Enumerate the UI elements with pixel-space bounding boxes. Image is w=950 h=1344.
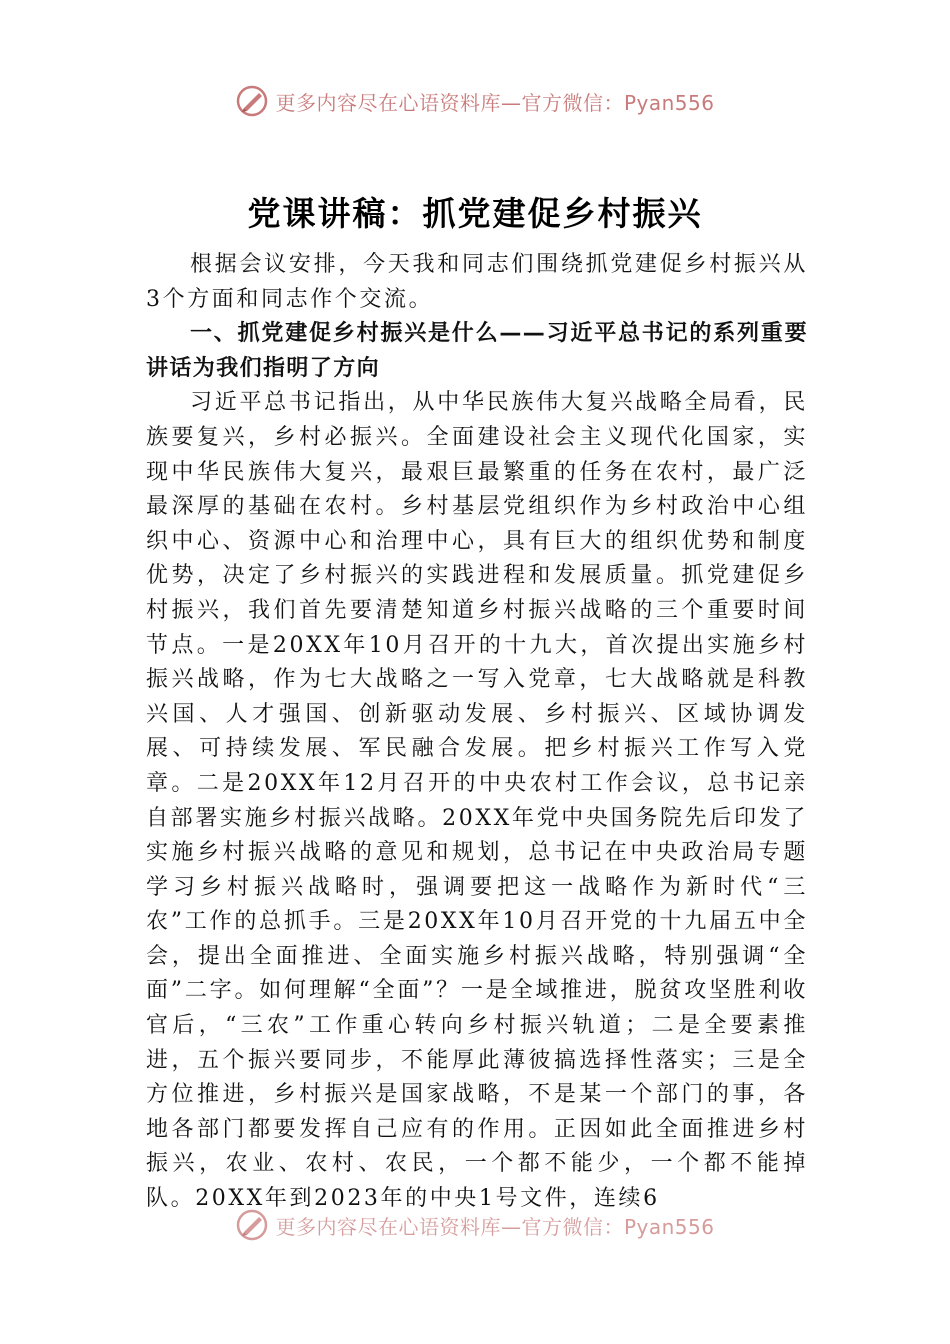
watermark-text: 更多内容尽在心语资料库—官方微信：Pyan556 (275, 1214, 715, 1239)
document-title: 党课讲稿：抓党建促乡村振兴 (247, 194, 703, 233)
watermark-footer (0, 1208, 950, 1242)
section-paragraph: 习近平总书记指出，从中华民族伟大复兴战略全局看，民族要复兴，乡村必振兴。全面建设社会主义现代化国家，实现中华民族伟大复兴，最艰巨最繁重的任务在农村，最广泛最深厚的基础在农村。乡村基层党组织作为乡村政治中心组织中心、资源中心和治理中心，具有巨大的组织优势和制度优势，决定了乡村振兴的实践进程和发展质量。抓党建促乡村振兴，我们首先要清楚知道乡村振兴战略的三个重要时间节点。一是20XX年10月召开的十九大，首次提出实施乡村振兴战略，作为七大战略之一写入党章，七大战略就是科教兴国、人才强国、创新驱动发展、乡村振兴、区域协调发展、可持续发展、军民融合发展。把乡村振兴工作写入党章。二是20XX年12月召开的中央农村工作会议，总书记亲自部署实施乡村振兴战略。20XX年党中央国务院先后印发了实施乡村振兴战略的意见和规划，总书记在中央政治局专题学习乡村振兴战略时，强调要把这一战略作为新时代“三农”工作的总抓手。三是20XX年10月召开党的十九届五中全会，提出全面推进、全面实施乡村振兴战略，特别强调“全面”二字。如何理解“全面”？一是全域推进，脱贫攻坚胜利收官后，“三农”工作重心转向乡村振兴轨道；二是全要素推进，五个振兴要同步，不能厚此薄彼搞选择性落实；三是全方位推进，乡村振兴是国家战略，不是某一个部门的事，各地各部门都要发挥自己应有的作用。正因如此全面推进乡村振兴，农业、农村、农民，一个都不能少，一个都不能掉队。20XX年到2023年的中央1号文件，连续6 (146, 390, 808, 1212)
watermark-text: 更多内容尽在心语资料库—官方微信：Pyan556 (275, 90, 715, 115)
pen-logo-icon (235, 1208, 269, 1242)
pen-logo-icon (235, 84, 269, 118)
section-heading: 一、抓党建促乡村振兴是什么——习近平总书记的系列重要讲话为我们指明了方向 (146, 321, 808, 381)
watermark-header (0, 84, 950, 118)
intro-paragraph: 根据会议安排，今天我和同志们围绕抓党建促乡村振兴从3个方面和同志作个交流。 (146, 252, 808, 312)
document-body (146, 248, 808, 1217)
